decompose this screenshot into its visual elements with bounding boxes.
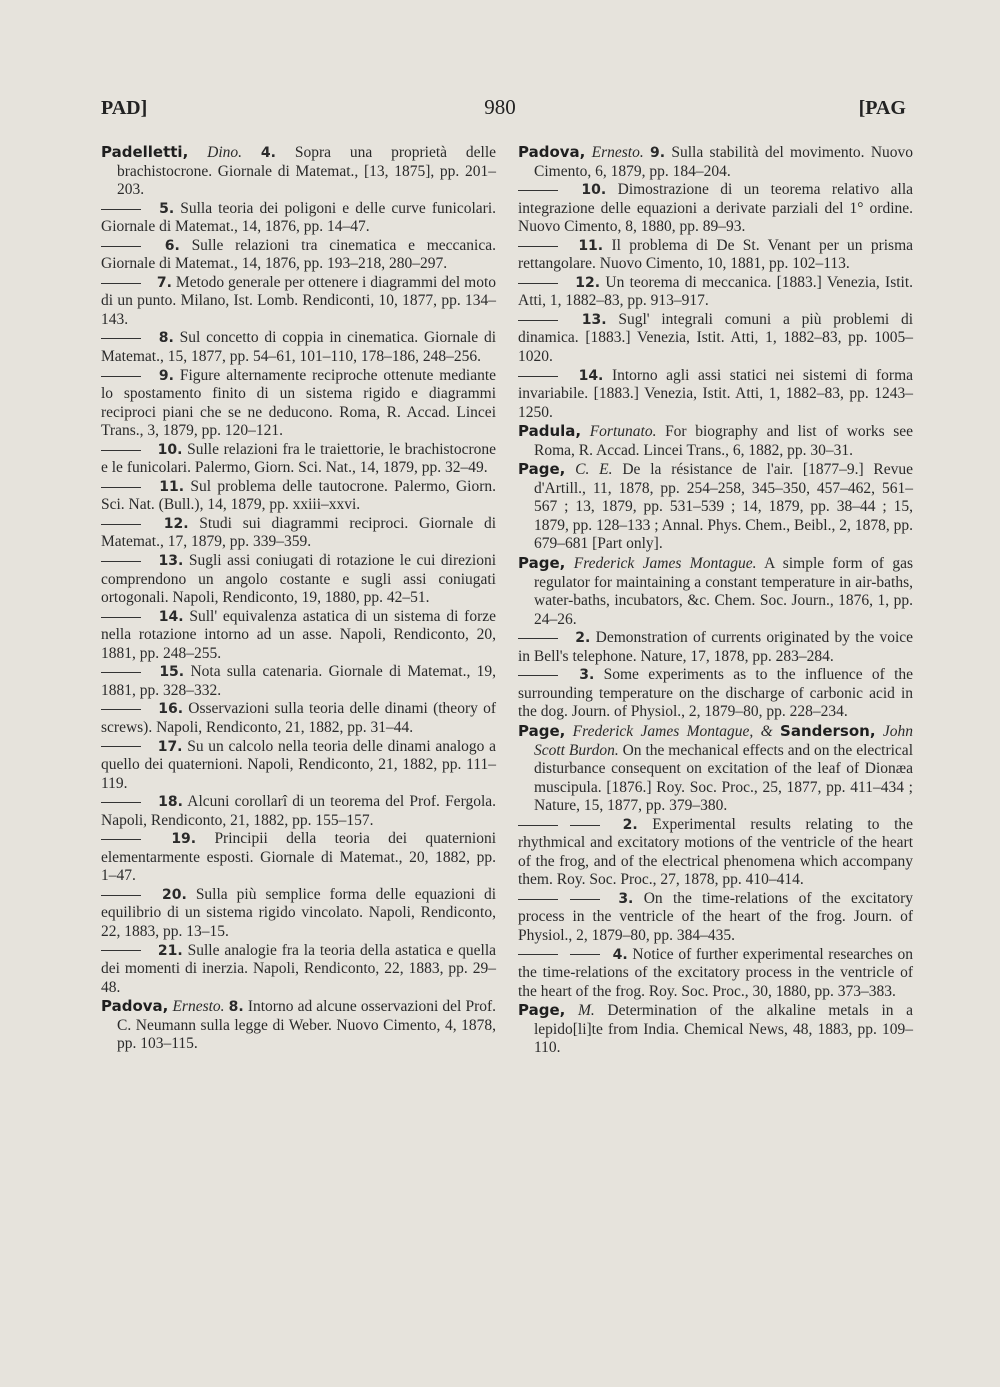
entry-text: Alcuni corollarî di un teorema del Prof. Fergola. Napoli, Rendiconto, 21, 1882, pp. 155–157. xyxy=(101,793,497,829)
entry-number: 8. xyxy=(228,999,244,1016)
bibliography-entry xyxy=(101,886,496,942)
header-right: [PAG xyxy=(858,97,906,119)
entry-text: Metodo generale per ottenere i diagrammi del moto di un punto. Milano, Ist. Lomb. Rendiconti, 10, 1877, pp. 134–143. xyxy=(101,273,496,328)
bibliography-entry xyxy=(101,997,496,1054)
author-given-name: Frederick James Montague. xyxy=(573,555,757,573)
author-surname: Padova, xyxy=(101,997,169,1016)
ditto-dash xyxy=(101,376,141,377)
bibliography-entry xyxy=(101,515,496,552)
bibliography-entry xyxy=(518,274,913,311)
ditto-dash xyxy=(101,617,141,618)
entry-text: Sulle relazioni fra le traiettorie, le brachistocrone e le funicolari. Palermo, Giorn. Sci. Nat., 14, 1879, pp. 32–49. xyxy=(101,440,497,477)
ditto-dash xyxy=(101,709,141,710)
entry-number: 4. xyxy=(612,946,628,963)
author-given-name: Ernesto. xyxy=(172,998,225,1016)
entry-text: Il problema di De St. Venant per un prisma rettangolare. Nuovo Cimento, 10, 1881, pp. 102–113. xyxy=(518,236,914,273)
ditto-dash xyxy=(518,376,558,377)
ditto-dash xyxy=(101,839,141,840)
author-surname: Page, xyxy=(518,721,566,740)
coauthor-given-name: John Scott Burdon. xyxy=(534,722,914,759)
bibliography-entry xyxy=(101,942,496,998)
bibliography-entry xyxy=(101,200,496,237)
bibliography-entry xyxy=(101,793,496,830)
entry-number: 3. xyxy=(579,667,595,684)
bibliography-entry xyxy=(518,181,913,237)
right-column xyxy=(518,143,913,1058)
entry-text: Determination of the alkaline metals in a lepido[li]te from India. Chemical News, 48, 1883, pp. 109–110. xyxy=(534,1002,914,1057)
entry-text: Sulla più semplice forma delle equazioni di equilibrio di un sistema rigido vincolato. Napoli, Rendiconto, 22, 1883, pp. 13–15. xyxy=(101,885,496,940)
ditto-dash xyxy=(570,899,600,900)
entry-text: Sopra una proprietà delle brachistocrone. Giornale di Matemat., [13, 1875], pp. 201–203. xyxy=(117,144,497,199)
entry-number: 19. xyxy=(171,831,197,848)
entry-number: 3. xyxy=(618,890,634,907)
entry-text: Osservazioni sulla teoria delle dinami (theory of screws). Napoli, Rendiconto, 21, 1882, pp. 31–44. xyxy=(101,700,496,736)
bibliography-entry xyxy=(101,237,496,274)
ditto-dash xyxy=(101,950,141,951)
entry-text: Some experiments as to the influence of the surrounding temperature on the discharge of carbonic acid in the dog. Journ. of Physiol., 2, 1879–80, pp. 228–234. xyxy=(518,666,914,721)
ditto-dash xyxy=(101,338,141,339)
bibliography-entry xyxy=(518,460,913,554)
entry-number: 7. xyxy=(156,274,172,291)
entry-number: 18. xyxy=(158,794,183,811)
entry-text: Sulle relazioni tra cinematica e meccanica. Giornale di Matemat., 14, 1876, pp. 193–218, 280–297. xyxy=(101,236,497,273)
entry-text: Demonstration of currents originated by the voice in Bell's telephone. Nature, 17, 1878, pp. 283–284. xyxy=(518,629,914,665)
ditto-dash xyxy=(518,190,558,191)
entry-number: 14. xyxy=(158,608,184,625)
ditto-dash xyxy=(518,675,558,676)
header-left: PAD] xyxy=(101,97,148,119)
entry-number: 4. xyxy=(260,145,276,161)
ditto-dash xyxy=(101,895,141,896)
entry-text: Un teorema di meccanica. [1883.] Venezia, Istit. Atti, 1, 1882–83, pp. 913–917. xyxy=(518,273,914,310)
ditto-dash xyxy=(101,524,141,525)
ditto-dash xyxy=(101,246,141,247)
bibliography-entry xyxy=(518,143,913,181)
entry-number: 11. xyxy=(159,478,185,495)
entry-text: Sul concetto di coppia in cinematica. Giornale di Matemat., 15, 1877, pp. 54–61, 101–110, 178–186, 248–256. xyxy=(101,329,497,366)
ditto-dash xyxy=(518,954,558,955)
entry-number: 6. xyxy=(164,237,180,254)
ditto-dash xyxy=(101,802,141,803)
ditto-dash xyxy=(101,283,141,284)
entry-text: Su un calcolo nella teoria delle dinami analogo a quello dei quaternioni. Napoli, Rendiconto, 21, 1882, pp. 111–119. xyxy=(101,737,496,792)
bibliography-entry xyxy=(518,666,913,722)
author-given-name: Ernesto. xyxy=(591,144,644,161)
entry-number: 16. xyxy=(158,701,184,718)
ditto-dash xyxy=(570,825,600,826)
entry-text: Sulla stabilità del movimento. Nuovo Cimento, 6, 1879, pp. 184–204. xyxy=(534,144,914,180)
ditto-dash xyxy=(518,638,558,639)
bibliography-entry xyxy=(101,700,496,737)
entry-number: 10. xyxy=(581,182,607,199)
bibliography-entry xyxy=(101,830,496,886)
author-given-name: M. xyxy=(577,1002,595,1020)
bibliography-entry xyxy=(518,367,913,423)
ditto-dash xyxy=(518,283,558,284)
bibliography-entry xyxy=(101,367,496,441)
entry-number: 20. xyxy=(162,886,187,903)
entry-number: 12. xyxy=(163,515,189,532)
entry-text: Notice of further experimental researches on the time-relations of the excitatory process in the ventricle of the heart of the frog. Roy. Soc. Proc., 30, 1880, pp. 373–383. xyxy=(518,945,913,1000)
left-column xyxy=(101,143,496,1054)
author-given-name: C. E. xyxy=(575,461,613,479)
entry-text: Principii della teoria dei quaternioni elementarmente esposti. Giornale di Matemat., 20, 1882, pp. 1–47. xyxy=(101,830,496,885)
entry-text: Sul problema delle tautocrone. Palermo, Giorn. Sci. Nat. (Bull.), 14, 1879, pp. xxiii–xxvi. xyxy=(101,477,497,514)
entry-text: Figure alternamente reciproche ottenute mediante lo spostamento finito di un sistema rigido e diagrammi reciproci piani che se ne deducono. Roma, R. Accad. Lincei Trans., 3, 1879, pp. 120–121. xyxy=(101,366,497,440)
bibliography-entry xyxy=(518,722,913,816)
entry-number: 12. xyxy=(575,274,601,291)
ditto-dash xyxy=(101,450,141,451)
entry-text: Sugli assi coniugati di rotazione le cui direzioni comprendono un angolo costante e sugli assi coniugati ortogonali. Napoli, Rendiconto, 19, 1880, pp. 42–51. xyxy=(101,552,497,607)
entry-text: Sull' equivalenza astatica di un sistema di forze nella rotazione intorno ad un asse. Napoli, Rendiconto, 20, 1881, pp. 248–255. xyxy=(101,607,497,662)
author-surname: Padova, xyxy=(518,143,586,161)
bibliography-entry xyxy=(101,738,496,794)
bibliography-entry xyxy=(101,274,496,330)
entry-text: Sulle analogie fra la teoria della astatica e quella dei momenti di inerzia. Napoli, Rendiconto, 22, 1883, pp. 29–48. xyxy=(101,941,497,996)
bibliography-entry xyxy=(101,663,496,700)
ditto-dash xyxy=(518,899,558,900)
ditto-dash xyxy=(518,825,558,826)
entry-text: A simple form of gas regulator for maintaining a constant temperature in air-baths, water-baths, incubators, &c. Chem. Soc. Journ., 1876, 1, pp. 24–26. xyxy=(534,555,914,628)
author-surname: Page, xyxy=(518,554,566,573)
author-surname: Padelletti, xyxy=(101,143,189,161)
entry-number: 15. xyxy=(159,664,185,681)
entry-text: Sulla teoria dei poligoni e delle curve funicolari. Giornale di Matemat., 14, 1876, pp. 14–47. xyxy=(101,199,497,236)
entry-text: Intorno ad alcune osservazioni del Prof. C. Neumann sulla legge di Weber. Nuovo Cimento, 4, 1878, pp. 103–115. xyxy=(117,998,497,1053)
ditto-dash xyxy=(101,487,141,488)
bibliography-entry xyxy=(518,554,913,629)
bibliography-entry xyxy=(101,478,496,515)
entry-number: 8. xyxy=(158,330,174,347)
entry-number: 13. xyxy=(581,311,607,328)
author-surname: Page, xyxy=(518,1001,566,1020)
bibliography-entry xyxy=(518,311,913,367)
ditto-dash xyxy=(570,954,600,955)
bibliography-entry xyxy=(518,629,913,666)
entry-number: 14. xyxy=(578,367,604,384)
entry-text: On the mechanical effects and on the electrical disturbance consequent on excitation of the leaf of Dionæa muscipula. [1876.] Roy. Soc. Proc., 25, 1877, pp. 411–434 ; Nature, 15, 1877, pp. 379–380. xyxy=(534,741,913,815)
entry-number: 9. xyxy=(158,367,174,384)
entry-number: 21. xyxy=(157,942,183,959)
author-given-name: Fortunato. xyxy=(589,423,657,441)
ditto-dash xyxy=(518,246,558,247)
coauthor-surname: Sanderson, xyxy=(780,721,876,740)
entry-text: Sugl' integrali comuni a più problemi di dinamica. [1883.] Venezia, Istit. Atti, 1, 1882–83, pp. 1005–1020. xyxy=(518,310,913,366)
bibliography-entry xyxy=(518,422,913,460)
bibliography-entry xyxy=(101,441,496,478)
author-given-name: Dino. xyxy=(207,144,243,161)
ditto-dash xyxy=(101,561,141,562)
bibliography-entry xyxy=(518,237,913,274)
ditto-dash xyxy=(518,320,558,321)
bibliography-entry xyxy=(101,143,496,200)
entry-text: De la résistance de l'air. [1877–9.] Revue d'Artill., 11, 1878, pp. 254–258, 345–350, 457–462, 561–567 ; 13, 1879, pp. 531–539 ; 14, 1879, pp. 38–44 ; 15, 1879, pp. 128–133 ; Annal. Phys. Chem., Beibl., 2, 1878, pp. 679–681 [Part only]. xyxy=(534,461,914,553)
ditto-dash xyxy=(101,746,141,747)
entry-number: 2. xyxy=(622,816,638,833)
entry-text: Intorno agli assi statici nei sistemi di forma invariabile. [1883.] Venezia, Istit. Atti, 1, 1882–83, pp. 1243–1250. xyxy=(518,366,914,421)
entry-text: Nota sulla catenaria. Giornale di Matemat., 19, 1881, pp. 328–332. xyxy=(101,663,497,699)
entry-number: 9. xyxy=(650,145,666,161)
author-surname: Padula, xyxy=(518,422,582,441)
entry-number: 5. xyxy=(159,200,175,217)
bibliography-entry xyxy=(101,608,496,664)
entry-text: Dimostrazione di un teorema relativo alla integrazione delle equazioni a derivate parziali del 1° ordine. Nuovo Cimento, 8, 1880, pp. 89–93. xyxy=(518,181,914,236)
bibliography-entry xyxy=(518,1001,913,1058)
author-given-name: Frederick James Montague, & xyxy=(572,722,773,740)
entry-text: Experimental results relating to the rhythmical and excitatory motions of the ventricle of the heart of the frog, and of the electrical phenomena which accompany them. Roy. Soc. Proc., 27, 1878, pp. 410–414. xyxy=(518,815,914,889)
author-surname: Page, xyxy=(518,460,566,479)
ditto-dash xyxy=(101,209,141,210)
entry-text: For biography and list of works see Roma, R. Accad. Lincei Trans., 6, 1882, pp. 30–31. xyxy=(534,423,913,459)
bibliography-entry xyxy=(518,890,913,946)
entry-number: 17. xyxy=(157,738,183,755)
ditto-dash xyxy=(101,672,141,673)
bibliography-entry xyxy=(518,946,913,1002)
entry-number: 10. xyxy=(157,441,183,458)
entry-text: Studi sui diagrammi reciproci. Giornale di Matemat., 17, 1879, pp. 339–359. xyxy=(101,514,497,551)
entry-number: 13. xyxy=(158,553,184,570)
entry-text: On the time-relations of the excitatory process in the ventricle of the heart of the frog. Journ. of Physiol., 2, 1879–80, pp. 384–435. xyxy=(518,889,914,944)
page-number: 980 xyxy=(484,95,516,119)
bibliography-entry xyxy=(101,552,496,608)
bibliography-entry xyxy=(101,329,496,366)
entry-number: 2. xyxy=(575,630,591,647)
bibliography-entry xyxy=(518,816,913,890)
entry-number: 11. xyxy=(578,237,604,254)
